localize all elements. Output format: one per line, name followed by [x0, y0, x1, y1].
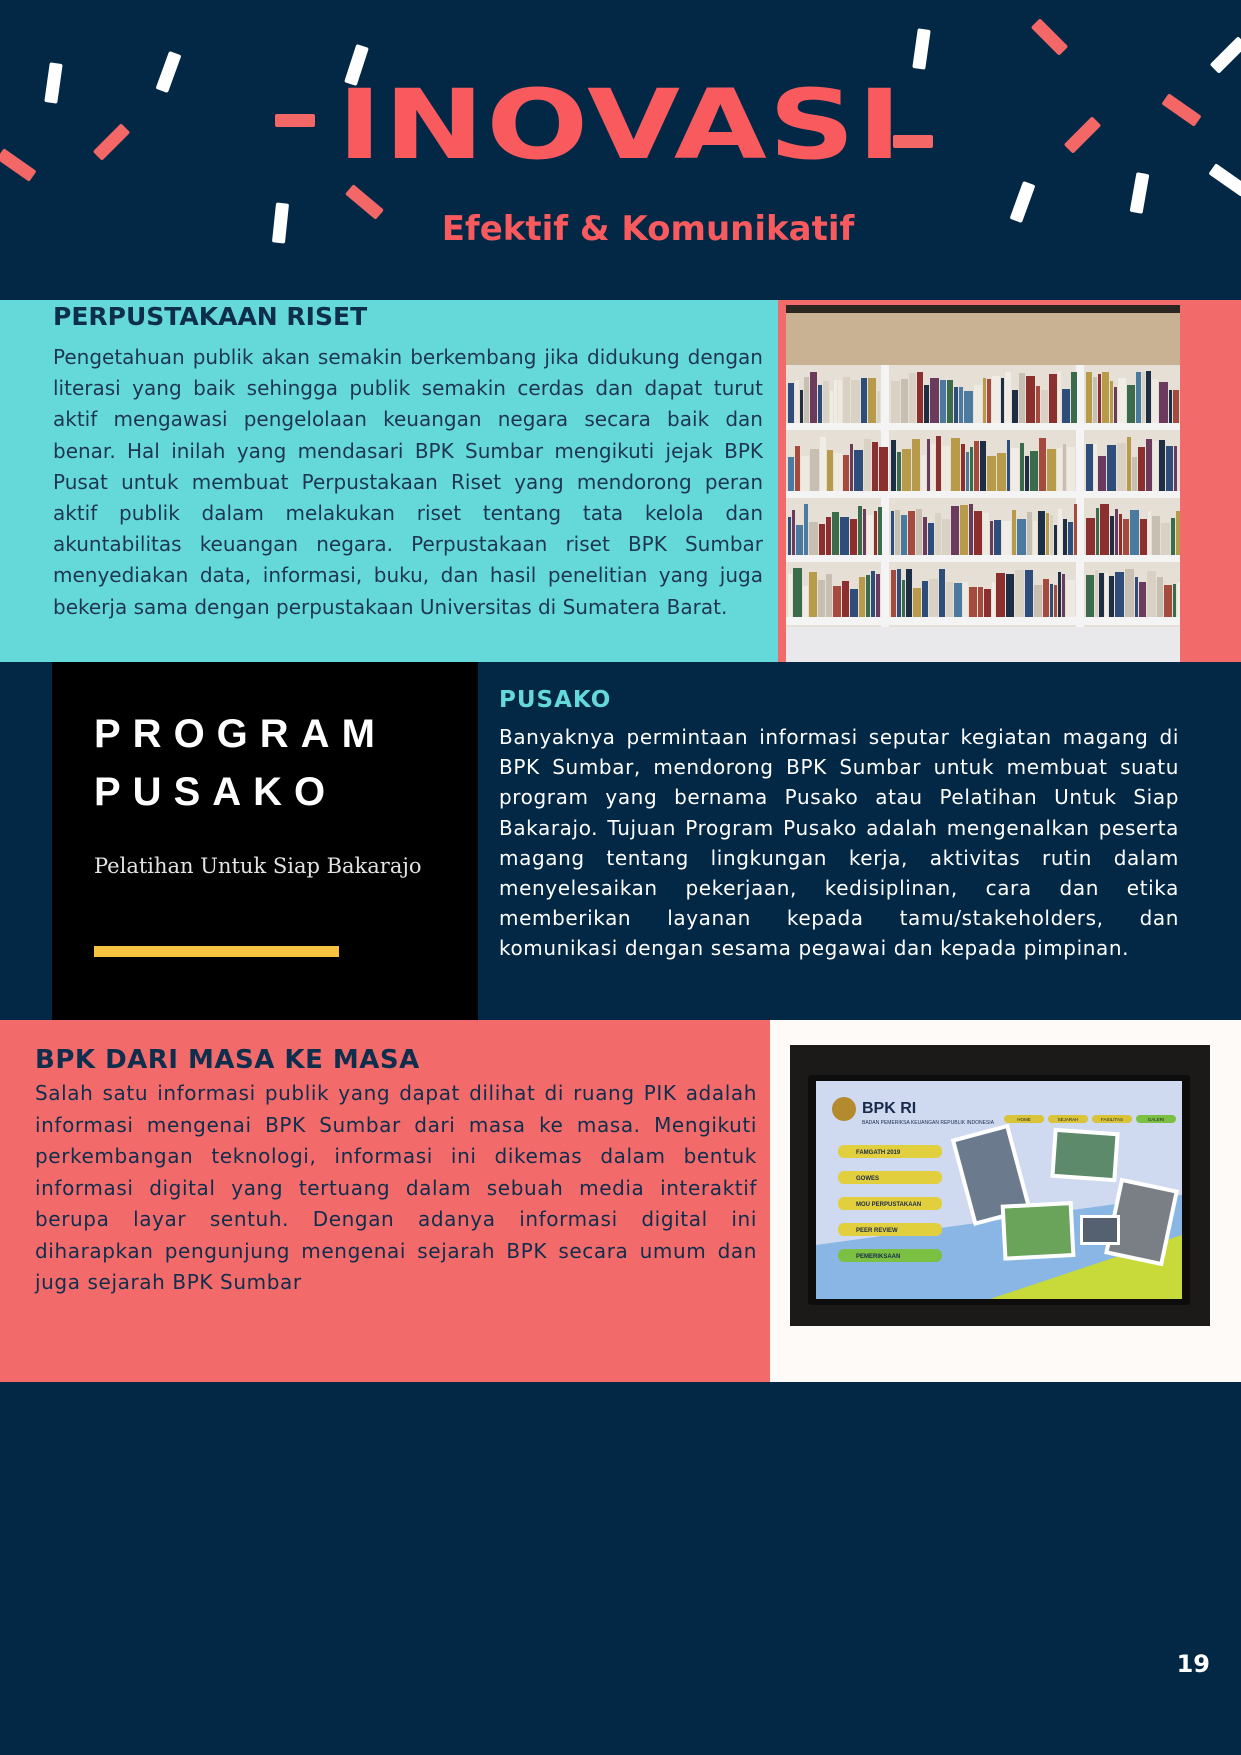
book-spine [980, 441, 986, 491]
book-spine [826, 574, 832, 617]
book-spine [1007, 440, 1010, 491]
book-spine [1153, 441, 1158, 491]
screen-menu-item: FAMGATH 2019 [856, 1150, 901, 1156]
page-title: INOVASI [337, 70, 904, 182]
book-spine [823, 381, 829, 423]
book-spine [796, 525, 803, 555]
book-spine [859, 577, 865, 617]
book-spine [916, 509, 922, 555]
book-spine [795, 446, 800, 491]
book-spine [792, 510, 795, 555]
bpk-logo-icon [832, 1097, 856, 1121]
pusako-banner-underline [94, 946, 339, 957]
book-spine [1152, 379, 1158, 423]
book-spine [906, 569, 912, 617]
book-spine [1063, 444, 1066, 491]
section-title-pusako: PUSAKO [499, 687, 612, 713]
book-spine [788, 574, 792, 617]
confetti-decoration [1130, 172, 1150, 214]
book-spine [974, 385, 982, 423]
book-spine [1005, 372, 1011, 423]
book-spine [867, 515, 873, 555]
book-spine [1159, 440, 1165, 491]
book-spine [947, 380, 953, 423]
book-spine [1115, 572, 1124, 617]
book-spine [843, 455, 849, 491]
book-spine [983, 513, 989, 555]
book-spine [1125, 569, 1134, 617]
book-spine [809, 522, 818, 555]
book-spine [927, 439, 930, 491]
book-spine [788, 457, 794, 491]
header-banner [0, 0, 1241, 300]
book-spine [1166, 446, 1173, 491]
book-spine [1046, 513, 1049, 555]
book-spine [902, 449, 911, 491]
book-spine [1030, 451, 1038, 491]
book-spine [970, 447, 973, 491]
screen-nav-item: HOME [1017, 1117, 1031, 1122]
book-spine [826, 517, 831, 555]
pusako-program-banner [52, 662, 478, 1020]
book-spine [1110, 516, 1114, 555]
book-spine [1161, 523, 1170, 555]
confetti-decoration [1210, 36, 1241, 73]
book-spine [1086, 444, 1093, 491]
book-spine [866, 575, 870, 617]
book-spine [1015, 570, 1024, 617]
book-spine [939, 569, 945, 617]
book-spine [803, 586, 808, 617]
book-spine [891, 381, 900, 423]
book-spine [795, 380, 799, 423]
book-spine [987, 379, 991, 423]
book-spine [1115, 509, 1118, 555]
book-spine [912, 439, 920, 491]
book-spine [895, 510, 900, 555]
book-spine [1118, 378, 1126, 423]
pusako-banner-line2: PUSAKO [94, 770, 338, 814]
book-spine [1146, 371, 1151, 423]
book-spine [951, 506, 959, 555]
book-spine [810, 372, 817, 423]
book-spine [851, 380, 860, 423]
book-spine [1057, 448, 1062, 491]
book-spine [1027, 512, 1032, 555]
book-spine [1012, 510, 1016, 555]
section-text-perpustakaan: Pengetahuan publik akan semakin berkembang jika didukung dengan literasi yang baik sehingga publik semakin cerdas dan dapat turut aktif mengawasi pengelolaan keuangan negara secara baik dan benar. Hal inilah yang mendasari BPK Sumbar mengikuti jejak BPK Pusat untuk membuat Perpustakaan Riset yang mendorong peran aktif publik dalam melakukan riset tentang tata kelola dan akuntabilitas keuangan negara. Perpustakaan riset BPK Sumbar menyediakan data, informasi, buku, dan hasil penelitian yang juga bekerja sama dengan perpustakaan Universitas di Sumatera Barat. [53, 345, 763, 619]
book-spine [917, 372, 923, 423]
book-spine [863, 509, 866, 555]
confetti-decoration [912, 28, 930, 69]
book-spine [1050, 515, 1053, 555]
book-spine [1099, 573, 1104, 617]
book-spine [1146, 439, 1152, 491]
book-spine [840, 517, 849, 555]
book-spine [983, 378, 986, 423]
book-spine [1066, 580, 1075, 617]
book-spine [838, 380, 842, 423]
book-spine [1110, 381, 1113, 423]
book-spine [951, 438, 960, 491]
book-spine [874, 511, 877, 555]
book-spine [1173, 390, 1179, 423]
book-spine [961, 444, 965, 491]
book-spine [1086, 372, 1092, 423]
book-spine [940, 380, 946, 423]
section-text-pusako: Banyaknya permintaan informasi seputar kegiatan magang di BPK Sumbar, mendorong BPK Sumbar untuk membuat suatu program yang bernama Pusako atau Pelatihan Untuk Siap Bakarajo. Tujuan Program Pusako adalah mengenalkan peserta magang tentang lingkungan kerja, aktivitas rutin dalam menyelesaikan pekerjaan, kedisiplinan, cara dan etika memberikan layanan kepada tamu/stakeholders, dan komunikasi dengan sesama pegawai dan kepada pimpinan. [499, 725, 1179, 961]
book-spine [954, 583, 962, 617]
book-spine [1034, 585, 1042, 617]
book-spine [942, 446, 950, 491]
book-spine [1127, 385, 1135, 423]
book-spine [891, 440, 896, 491]
book-spine [842, 581, 849, 617]
book-spine [818, 385, 822, 423]
book-spine [1119, 514, 1122, 555]
book-spine [1047, 449, 1056, 491]
screen-nav-item: FASILITAS [1101, 1117, 1123, 1122]
book-spine [850, 589, 858, 617]
screen-menu-item: MOU PERPUSTAKAAN [856, 1202, 922, 1208]
book-spine [810, 449, 819, 491]
book-spine [924, 385, 929, 423]
book-spine [1086, 575, 1094, 617]
book-spine [960, 505, 968, 555]
touchscreen-photo [790, 1045, 1210, 1326]
book-spine [963, 582, 968, 617]
book-spine [1100, 504, 1109, 555]
page-number: 19 [1176, 1650, 1210, 1678]
book-spine [1176, 511, 1180, 555]
book-spine [1142, 372, 1145, 423]
book-spine [834, 380, 837, 423]
screen-brand: BPK RI [862, 1100, 917, 1117]
book-spine [858, 506, 862, 555]
book-spine [930, 378, 939, 423]
book-spine [1098, 456, 1106, 491]
book-spine [909, 373, 916, 423]
book-spine [819, 524, 825, 555]
book-spine [1109, 576, 1114, 617]
book-spine [923, 517, 927, 555]
book-spine [891, 570, 896, 617]
book-spine [969, 587, 977, 617]
book-spine [902, 580, 905, 617]
book-spine [969, 504, 973, 555]
book-spine [1043, 579, 1049, 617]
library-bookshelf-photo [786, 305, 1180, 662]
book-spine [1062, 389, 1070, 423]
book-spine [1068, 522, 1073, 555]
book-spine [984, 589, 991, 617]
book-spine [1096, 508, 1099, 555]
book-spine [1067, 447, 1075, 491]
book-spine [1147, 571, 1156, 617]
book-spine [994, 520, 1001, 555]
book-spine [997, 453, 1006, 491]
book-spine [1058, 509, 1062, 555]
book-spine [1171, 518, 1175, 555]
screen-menu-item: PEER REVIEW [856, 1228, 898, 1234]
book-spine [990, 521, 993, 555]
book-spine [1036, 386, 1040, 423]
book-spine [876, 574, 880, 617]
book-spine [1117, 443, 1126, 491]
book-spine [1095, 570, 1098, 617]
book-spine [1025, 570, 1033, 617]
book-spine [1130, 510, 1139, 555]
book-spine [854, 450, 863, 491]
book-spine [978, 587, 983, 617]
book-spine [897, 452, 901, 491]
book-spine [1140, 519, 1147, 555]
book-spine [800, 390, 803, 423]
book-spine [1050, 584, 1053, 617]
book-spine [929, 579, 938, 617]
book-spine [804, 377, 809, 423]
book-spine [1177, 582, 1180, 617]
book-spine [864, 439, 871, 491]
book-spine [1038, 511, 1045, 555]
book-spine [1114, 387, 1117, 423]
book-spine [1058, 572, 1061, 617]
book-spine [830, 391, 833, 423]
book-spine [928, 523, 934, 555]
book-spine [1074, 504, 1077, 555]
book-spine [1107, 445, 1116, 491]
book-spine [832, 512, 839, 555]
book-spine [1012, 390, 1018, 423]
book-spine [843, 377, 850, 423]
book-spine [1058, 371, 1061, 423]
book-spine [1026, 376, 1035, 423]
section-title-sejarah: BPK DARI MASA KE MASA [35, 1045, 420, 1075]
book-spine [850, 444, 853, 491]
book-spine [946, 582, 953, 617]
confetti-decoration [1031, 18, 1068, 55]
book-spine [1054, 585, 1057, 617]
book-spine [1136, 372, 1141, 423]
screen-menu-item: PEMERIKSAAN [856, 1254, 901, 1260]
book-spine [1135, 577, 1138, 617]
pusako-banner-line1: PROGRAM [94, 712, 387, 756]
book-spine [964, 391, 973, 423]
book-spine [1127, 437, 1131, 491]
book-spine [1173, 584, 1176, 617]
book-spine [793, 568, 802, 617]
section-text-sejarah: Salah satu informasi publik yang dapat dilihat di ruang PIK adalah informasi mengenai BPK Sumbar dari masa ke masa. Mengikuti perkembangan teknologi, informasi ini dikemas dalam bentuk informasi digital yang tertuang dalam sebuah media interaktif berupa layar sentuh. Dengan adanya informasi digital ini diharapkan pengunjung mengenai sejarah BPK secara umum dan juga sejarah BPK Sumbar [35, 1081, 757, 1294]
book-spine [987, 456, 996, 491]
book-spine [877, 391, 880, 423]
book-spine [1011, 448, 1019, 491]
screen-nav-item: SEJARAH [1057, 1117, 1079, 1122]
book-spine [954, 387, 958, 423]
book-spine [1159, 382, 1168, 423]
book-spine [992, 582, 995, 617]
book-spine [1138, 447, 1145, 491]
book-spine [861, 378, 867, 423]
section-title-perpustakaan: PERPUSTAKAAN RISET [53, 302, 368, 331]
book-spine [931, 444, 935, 491]
book-spine [996, 573, 1005, 617]
book-spine [1054, 525, 1057, 555]
book-spine [1086, 518, 1095, 555]
book-spine [801, 456, 809, 491]
book-spine [936, 436, 941, 491]
book-spine [1025, 456, 1029, 491]
book-spine [1033, 521, 1037, 555]
book-spine [1020, 443, 1024, 491]
book-spine [1169, 390, 1172, 423]
book-spine [809, 572, 817, 617]
book-spine [891, 511, 894, 555]
book-spine [833, 586, 841, 617]
book-spine [1098, 374, 1101, 423]
book-spine [1152, 516, 1160, 555]
book-spine [942, 519, 950, 555]
book-spine [1002, 521, 1011, 555]
book-spine [1019, 373, 1025, 423]
book-spine [804, 504, 808, 555]
book-spine [871, 571, 875, 617]
screen-org: BADAN PEMERIKSA KEUANGAN REPUBLIK INDONESIA [862, 1120, 994, 1126]
book-spine [1063, 519, 1067, 555]
book-spine [922, 581, 928, 617]
book-spine [966, 452, 969, 491]
book-spine [1148, 511, 1151, 555]
book-spine [818, 580, 825, 617]
book-spine [1105, 573, 1108, 617]
pusako-banner-subtitle: Pelatihan Untuk Siap Bakarajo [94, 854, 422, 878]
book-spine [868, 378, 876, 423]
book-spine [1132, 457, 1137, 491]
book-spine [1041, 390, 1048, 423]
book-spine [1102, 372, 1109, 423]
book-spine [992, 376, 1000, 423]
book-spine [788, 383, 794, 423]
book-spine [1049, 374, 1057, 423]
screen-menu-item: GOWES [856, 1176, 880, 1182]
book-spine [901, 515, 907, 555]
book-spine [1139, 582, 1146, 617]
book-spine [879, 447, 888, 491]
book-spine [1062, 574, 1065, 617]
book-spine [1039, 438, 1046, 491]
page-subtitle: Efektif & Komunikatif [441, 209, 855, 249]
book-spine [1174, 446, 1177, 491]
book-spine [897, 569, 901, 617]
book-spine [820, 437, 826, 491]
book-spine [921, 455, 926, 491]
book-spine [788, 517, 791, 555]
book-spine [872, 442, 878, 491]
book-spine [1093, 377, 1097, 423]
book-spine [1094, 444, 1097, 491]
book-spine [908, 511, 915, 555]
book-spine [827, 450, 833, 491]
book-spine [1017, 519, 1026, 555]
book-spine [913, 588, 921, 617]
screen-nav-item: GALERI [1147, 1117, 1165, 1122]
book-spine [1006, 574, 1014, 617]
book-spine [901, 379, 908, 423]
book-spine [935, 513, 941, 555]
book-spine [850, 519, 857, 555]
book-spine [1071, 372, 1077, 423]
book-spine [834, 453, 842, 491]
book-spine [974, 511, 982, 555]
book-spine [1157, 577, 1163, 617]
book-spine [1123, 519, 1129, 555]
book-spine [974, 441, 979, 491]
book-spine [1001, 378, 1004, 423]
book-spine [959, 387, 963, 423]
book-spine [1164, 585, 1172, 617]
book-spine [878, 507, 882, 555]
